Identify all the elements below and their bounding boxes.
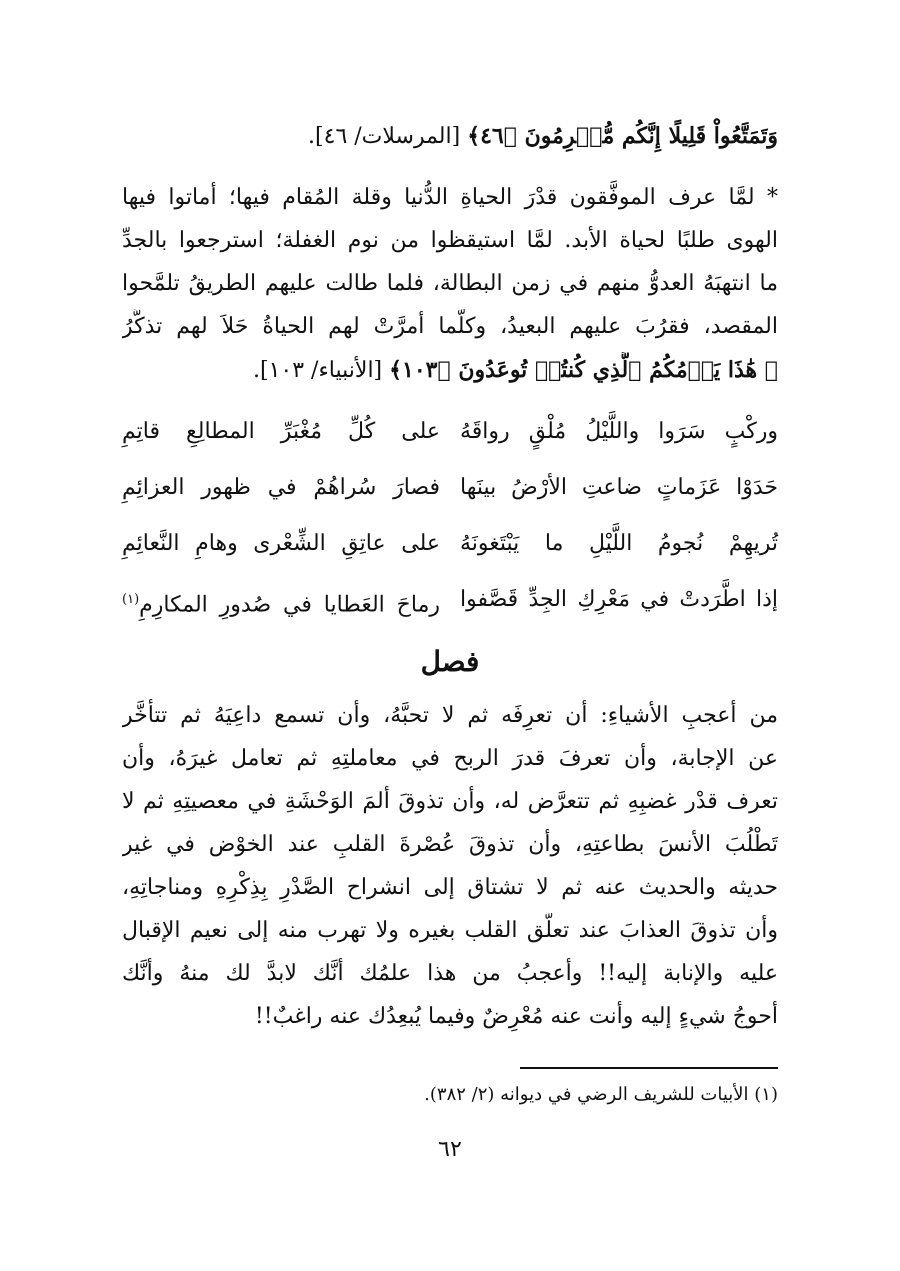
paragraph-line: تعرف قدْر غضبِهِ ثم تتعرَّض له، وأن تذوقَ ألمَ الوَحْشَةِ في معصيتِهِ ثم لا — [122, 789, 778, 814]
footnote-marker: (١) — [122, 592, 140, 607]
poem-second-hemistich — [122, 578, 440, 627]
paragraph-line: وأن تذوقَ العذابَ عند تعلُّق القلب بغيره ولا تهرب منه إلى نعيم الإقبال — [122, 918, 778, 943]
section-heading: فصل — [420, 645, 480, 678]
paragraph-line: الهوى طلبًا لحياة الأبد. لمَّا استيقظوا من نوم الغفلة؛ استرجعوا بالجدِّ — [122, 228, 778, 253]
quran-verse: ﴿ هَٰذَا يَوۡمُكُمُ ٱلَّذِي كُنتُمۡ تُوعَدُونَ ﴿١٠٣﴾ — [389, 357, 778, 383]
paragraph-line: تَطْلُبَ الأنسَ بطاعتِهِ، وأن تذوقَ عُصْرةَ القلبِ عند الخوْض في غير — [122, 832, 778, 857]
poem-verse — [122, 410, 778, 454]
poem-first-hemistich: وركْبٍ سَرَوا واللَّيْلُ مُلْقٍ رواقَهُ — [460, 419, 778, 444]
poem-second-hemistich-text: رماحَ العَطايا في صُدورِ المكارِمِ — [139, 592, 440, 618]
poem-verse — [122, 466, 778, 510]
verse-citation: [المرسلات/ ٤٦]. — [308, 124, 461, 149]
paragraph-line — [122, 352, 778, 389]
paragraph-line: ما انتهبَهُ العدوُّ منهم في زمن البطالة، فلما طالت عليهم الطريقُ تلمَّحوا — [122, 271, 778, 296]
poem-second-hemistich: على عاتِقِ الشِّعْرى وهامِ النَّعائِمِ — [122, 531, 440, 556]
poem-second-hemistich: على كُلِّ مُغْبَرِّ المطالِعِ قاتِمِ — [122, 419, 440, 444]
footnote-divider — [520, 1067, 778, 1069]
quran-verse: وَتَمَتَّعُواْ قَلِيلًا إِنَّكُم مُّجۡرِمُونَ ﴿٤٦﴾ — [467, 123, 778, 149]
paragraph-line: من أعجبِ الأشياءِ: أن تعرِفَه ثم لا تحبَّهُ، وأن تسمع داعِيَهُ ثم تتأخَّر — [122, 703, 778, 728]
poem-first-hemistich: إذا اطَّرَدتْ في مَعْرِكِ الجِدِّ قَصَّفوا — [460, 587, 778, 612]
page-number: ٦٢ — [438, 1137, 462, 1162]
poem-verse — [122, 522, 778, 566]
footnote: (١) الأبيات للشريف الرضي في ديوانه (٢/ ٣٨٢). — [424, 1084, 778, 1105]
paragraph-line: أحوجُ شيءٍ إليه وأنت عنه مُعْرِضٌ وفيما يُبعِدُك عنه راغبٌ!! — [254, 1004, 778, 1029]
paragraph-line: حديثه والحديث عنه ثم لا تشتاق إلى انشراح الصَّدْرِ بِذِكْرِهِ ومناجاتِهِ، — [122, 875, 778, 900]
paragraph-line: المقصد، فقرُبَ عليهم البعيدُ، وكلَّما أمرَّتْ لهم الحياةُ حَلاَ لهم تذكُّرُ — [122, 314, 778, 339]
verse-citation: [الأنبياء/ ١٠٣]. — [253, 358, 383, 383]
paragraph-line: * لمَّا عرف الموفَّقون قدْرَ الحياةِ الدُّنيا وقلة المُقام فيها؛ أماتوا فيها — [122, 185, 778, 210]
poem-second-hemistich: فصارَ سُراهُمْ في ظهور العزائِمِ — [122, 475, 440, 500]
poem-first-hemistich: تُريهِمْ نُجومُ اللَّيْلِ ما يَبْتَغونَهُ — [460, 531, 778, 556]
poem-verse — [122, 578, 778, 622]
quran-verse-line — [122, 118, 778, 155]
paragraph-line: عليه والإنابة إليه!! وأعجبُ من هذا علمُك أنَّك لابدَّ لك منهُ وأنَّك — [122, 961, 778, 986]
paragraph-line: عن الإجابة، وأن تعرفَ قدرَ الربح في معاملتِهِ ثم تعامل غيرَهُ، وأن — [122, 746, 778, 771]
poem-first-hemistich: حَدَوْا عَزَماتٍ ضاعتِ الأرْضُ بينَها — [460, 475, 778, 500]
